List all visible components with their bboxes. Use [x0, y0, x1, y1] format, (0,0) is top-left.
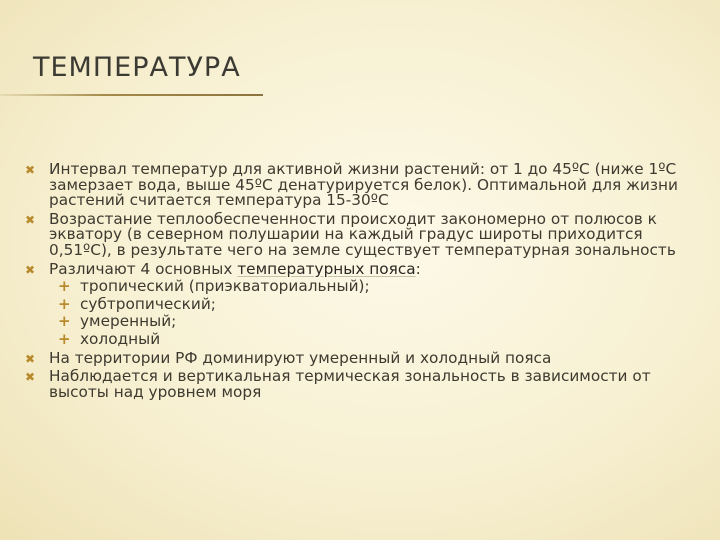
sub-bullet-text: холодный — [80, 329, 161, 348]
slide-title: ТЕМПЕРАТУРА — [33, 52, 241, 83]
x-mark-icon: ✖ — [25, 262, 36, 277]
plus-icon: + — [58, 329, 71, 348]
bullet-text-prefix: Различают 4 основных — [49, 259, 238, 278]
bullet-text: Интервал температур для активной жизни растений: от 1 до 45ºС (ниже 1ºС замерзает вода, выше 45ºС денатурируется белок). Оптимальной для жизни растений считается температура 15-30ºС — [49, 160, 678, 210]
bullet-item — [25, 259, 705, 348]
x-mark-icon: ✖ — [25, 351, 36, 366]
sub-bullet-list — [49, 279, 705, 347]
title-underline — [0, 94, 263, 96]
bullet-text: Наблюдается и вертикальная термическая зональность в зависимости от высоты над уровнем моря — [49, 367, 651, 401]
bullet-text: Возрастание теплообеспеченности происходит закономерно от полюсов к экватору (в северном полушарии на каждый градус широты приходится 0,51ºС), в результате чего на земле существует температурная зональность — [49, 209, 676, 259]
plus-icon: + — [58, 294, 71, 313]
plus-icon: + — [58, 277, 71, 296]
plus-icon: + — [58, 312, 71, 331]
bullet-item — [25, 369, 705, 400]
sub-bullet-item — [49, 279, 705, 295]
slide-content — [25, 162, 705, 403]
bullet-text: На территории РФ доминируют умеренный и холодный пояса — [49, 348, 552, 367]
bullet-item — [25, 209, 705, 259]
sub-bullet-text: субтропический; — [80, 294, 216, 313]
sub-bullet-text: умеренный; — [80, 312, 177, 331]
bullet-text-emphasis: температурных пояса — [237, 259, 416, 278]
sub-bullet-text: тропический (приэкваториальный); — [80, 277, 370, 296]
sub-bullet-item — [49, 314, 705, 330]
sub-bullet-item — [49, 329, 705, 348]
x-mark-icon: ✖ — [25, 212, 36, 227]
x-mark-icon: ✖ — [25, 370, 36, 385]
x-mark-icon: ✖ — [25, 163, 36, 177]
sub-bullet-item — [49, 294, 705, 313]
bullet-list — [25, 162, 705, 400]
bullet-text-suffix: : — [415, 259, 421, 278]
bullet-item — [25, 348, 705, 367]
bullet-item — [25, 162, 705, 209]
